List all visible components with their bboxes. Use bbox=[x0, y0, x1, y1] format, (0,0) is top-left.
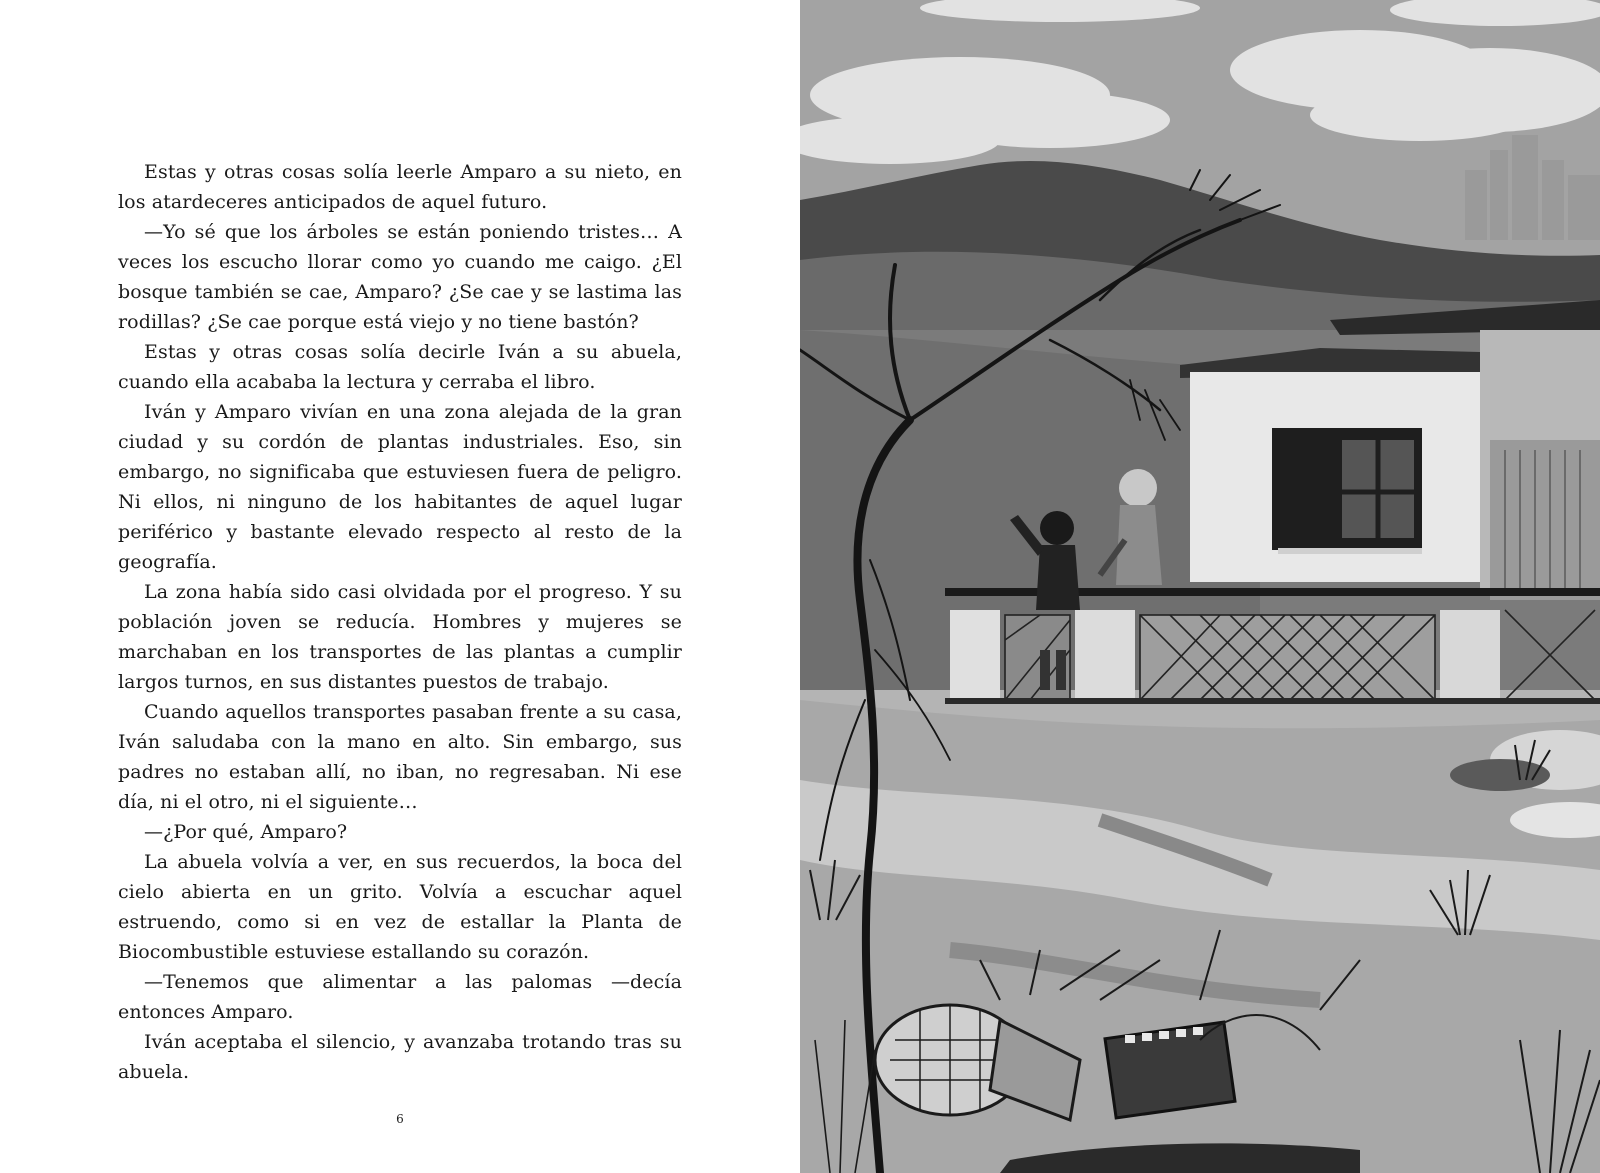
paragraph: —¿Por qué, Amparo? bbox=[144, 821, 348, 843]
paragraph: Iván y Amparo vivían en una zona alejada de la gran ciudad y su cordón de plantas industriales. Eso, sin embargo, no significaba que estuviesen fuera de peligro. Ni ellos, ni ninguno de los habitantes de aquel lugar periférico y bastante elevado respecto al resto de la geografía. bbox=[118, 401, 682, 573]
paragraph: Cuando aquellos transportes pasaban frente a su casa, Iván saludaba con la mano en alto. Sin embargo, sus padres no estaban allí, no iban, no regresaban. Ni ese día, ni el otro, ni el siguiente… bbox=[118, 701, 682, 813]
illustration bbox=[800, 0, 1600, 1173]
paragraph: La abuela volvía a ver, en sus recuerdos, la boca del cielo abierta en un grito. Volvía a escuchar aquel estruendo, como si en vez de estallar la Planta de Biocombustible estuviese estallando su corazón. bbox=[118, 851, 682, 963]
page-number: 6 bbox=[396, 1112, 404, 1126]
illustration-painting bbox=[800, 0, 1600, 1173]
house-door bbox=[1490, 440, 1600, 600]
body-text bbox=[118, 157, 682, 1087]
paragraph: Estas y otras cosas solía decirle Iván a su abuela, cuando ella acababa la lectura y cerraba el libro. bbox=[118, 341, 682, 393]
house-window bbox=[1272, 428, 1422, 554]
paragraph: Estas y otras cosas solía leerle Amparo a su nieto, en los atardeceres anticipados de aquel futuro. bbox=[118, 161, 682, 213]
paragraph: —Yo sé que los árboles se están poniendo tristes… A veces los escucho llorar como yo cuando me caigo. ¿El bosque también se cae, Amparo? ¿Se cae y se lastima las rodillas? ¿Se cae porque está viejo y no tiene bastón? bbox=[118, 221, 682, 333]
paragraph: —Tenemos que alimentar a las palomas —decía entonces Amparo. bbox=[118, 971, 682, 1023]
paragraph: La zona había sido casi olvidada por el progreso. Y su población joven se reducía. Hombres y mujeres se marchaban en los transportes de las plantas a cumplir largos turnos, en sus distantes puestos de trabajo. bbox=[118, 581, 682, 693]
paragraph: Iván aceptaba el silencio, y avanzaba trotando tras su abuela. bbox=[118, 1031, 682, 1083]
